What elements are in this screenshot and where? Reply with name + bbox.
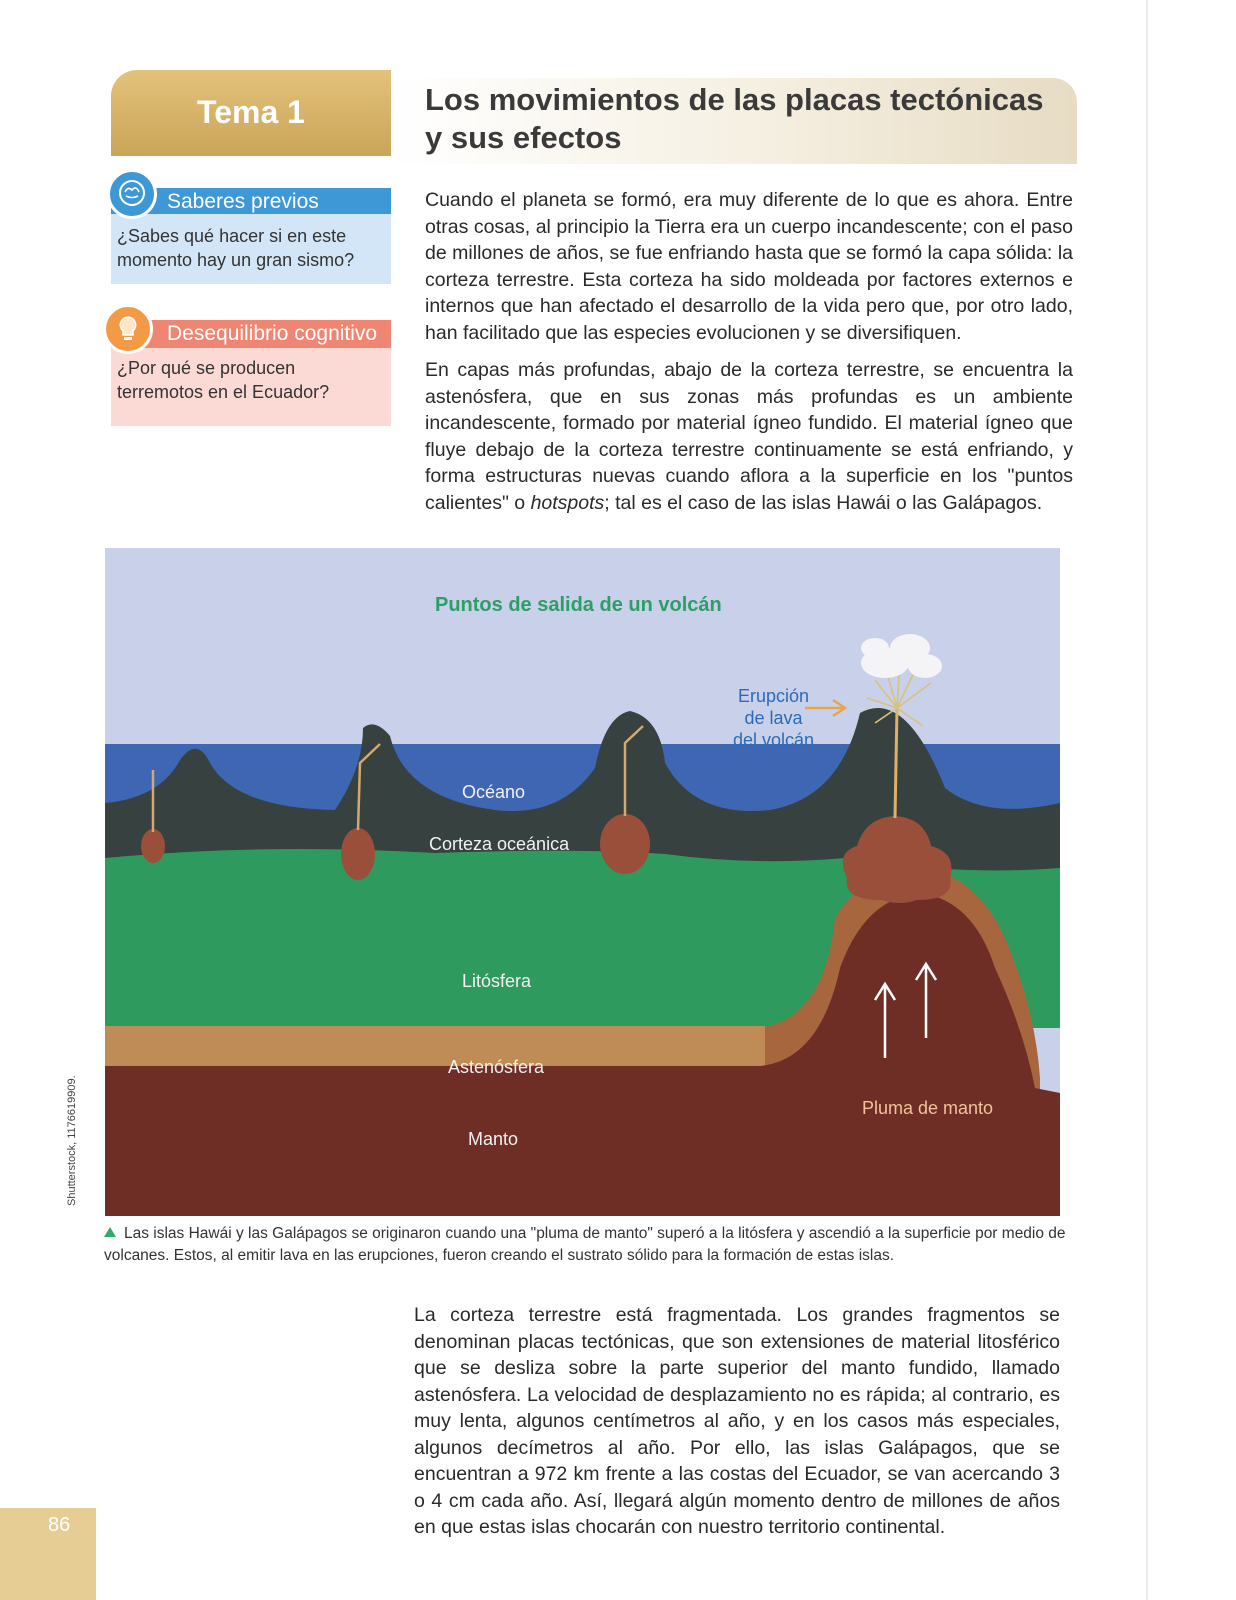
figure-caption — [104, 1223, 1072, 1267]
lava-conduit-4 — [895, 708, 897, 818]
caption-triangle-icon — [104, 1227, 116, 1237]
eruption-label-line-2: de lava — [744, 708, 803, 728]
mantle-plume-label: Pluma de manto — [862, 1098, 994, 1118]
oceanic-crust-label: Corteza oceánica — [429, 834, 570, 854]
asthenosphere-paragraph — [425, 357, 1073, 516]
page-number: 86 — [48, 1514, 71, 1536]
desequilibrio-cognitivo-header — [111, 320, 391, 348]
desequilibrio-cognitivo-box — [111, 320, 391, 426]
hotspots-term: hotspots — [530, 491, 605, 514]
magma-pocket-3 — [600, 814, 650, 874]
intro-paragraph: Cuando el planeta se formó, era muy diferente de lo que es ahora. Entre otras cosas, al principio la Tierra era un cuerpo incandescente; con el paso de millones de años, se fue enfriando hasta que se formó la capa sólida: la corteza terrestre. Esta corteza ha sido moldeada por factores externos e internos que han afectado el desarrollo de la vida pero que, por otro lado, han facilitado que las especies evolucionen y se diversifiquen. — [425, 189, 1073, 344]
image-credit: Shutterstock, 1176619909. — [66, 1075, 78, 1206]
magma-pocket-1 — [141, 829, 165, 863]
page-edge-line — [1146, 0, 1148, 1600]
figure-caption-text: Las islas Hawái y las Galápagos se originaron cuando una "pluma de manto" superó a la litósfera y ascendió a la superficie por medio de volcanes. Estos, al emitir lava en las erupciones, fueron creando el sustrato sólido para la formación de estas islas. — [104, 1225, 1066, 1264]
asthenosphere-label: Astenósfera — [448, 1057, 545, 1077]
eruption-label-line-1: Erupción — [738, 686, 810, 706]
page-title: Los movimientos de las placas tectónicas y sus efectos — [425, 82, 1044, 155]
desequilibrio-cognitivo-heading: Desequilibrio cognitivo — [167, 322, 378, 345]
volcano-hotspot-diagram — [105, 548, 1060, 1216]
saberes-previos-question: ¿Sabes qué hacer si en este momento hay un gran sismo? — [117, 226, 355, 270]
eruption-label — [733, 685, 814, 751]
tectonic-plates-paragraph: La corteza terrestre está fragmentada. Los grandes fragmentos se denominan placas tectónicas, que son extensiones de material litosférico que se desliza sobre la parte superior del manto fundido, llamado astenósfera. La velocidad de desplazamiento no es rápida; al contrario, es muy lenta, algunos centímetros al año, y en los casos más especiales, algunos decímetros al año. Por ello, las islas Galápagos, que se encuentran a 972 km frente a las costas del Ecuador, se van acercando 3 o 4 cm cada año. Así, llegará algún momento dentro de millones de años en que estas islas chocarán con nuestro territorio continental. — [414, 1304, 1060, 1538]
magma-pocket-2 — [341, 828, 375, 880]
brain-icon — [107, 169, 157, 219]
tema-banner — [111, 70, 391, 156]
desequilibrio-cognitivo-question: ¿Por qué se producen terremotos en el Ecuador? — [117, 358, 330, 402]
diagram-title: Puntos de salida de un volcán — [435, 594, 722, 616]
ocean-label: Océano — [462, 782, 526, 802]
eruption-label-line-3: del volcán — [733, 730, 815, 750]
saberes-previos-box — [111, 188, 391, 284]
asthenosphere-paragraph-start: En capas más profundas, abajo de la corteza terrestre, se encuentra la astenósfera, que en sus zonas más profundas es un ambiente incandescente, formado por material ígneo fundido. El material ígneo que fluye debajo de la corteza terrestre continuamente se está enfriando, y forma estructuras nuevas cuando aflora a la superficie en los "puntos calientes" o — [425, 359, 1073, 514]
lithosphere-label: Litósfera — [462, 971, 532, 991]
asthenosphere-paragraph-end: ; tal es el caso de las islas Hawái o las Galápagos. — [604, 491, 1043, 514]
asthenosphere-layer — [105, 1026, 765, 1066]
lightbulb-icon — [103, 304, 153, 354]
mantle-label: Manto — [468, 1129, 519, 1149]
saberes-previos-heading: Saberes previos — [167, 190, 319, 213]
title-banner — [391, 78, 1077, 164]
tema-label: Tema 1 — [197, 94, 305, 130]
